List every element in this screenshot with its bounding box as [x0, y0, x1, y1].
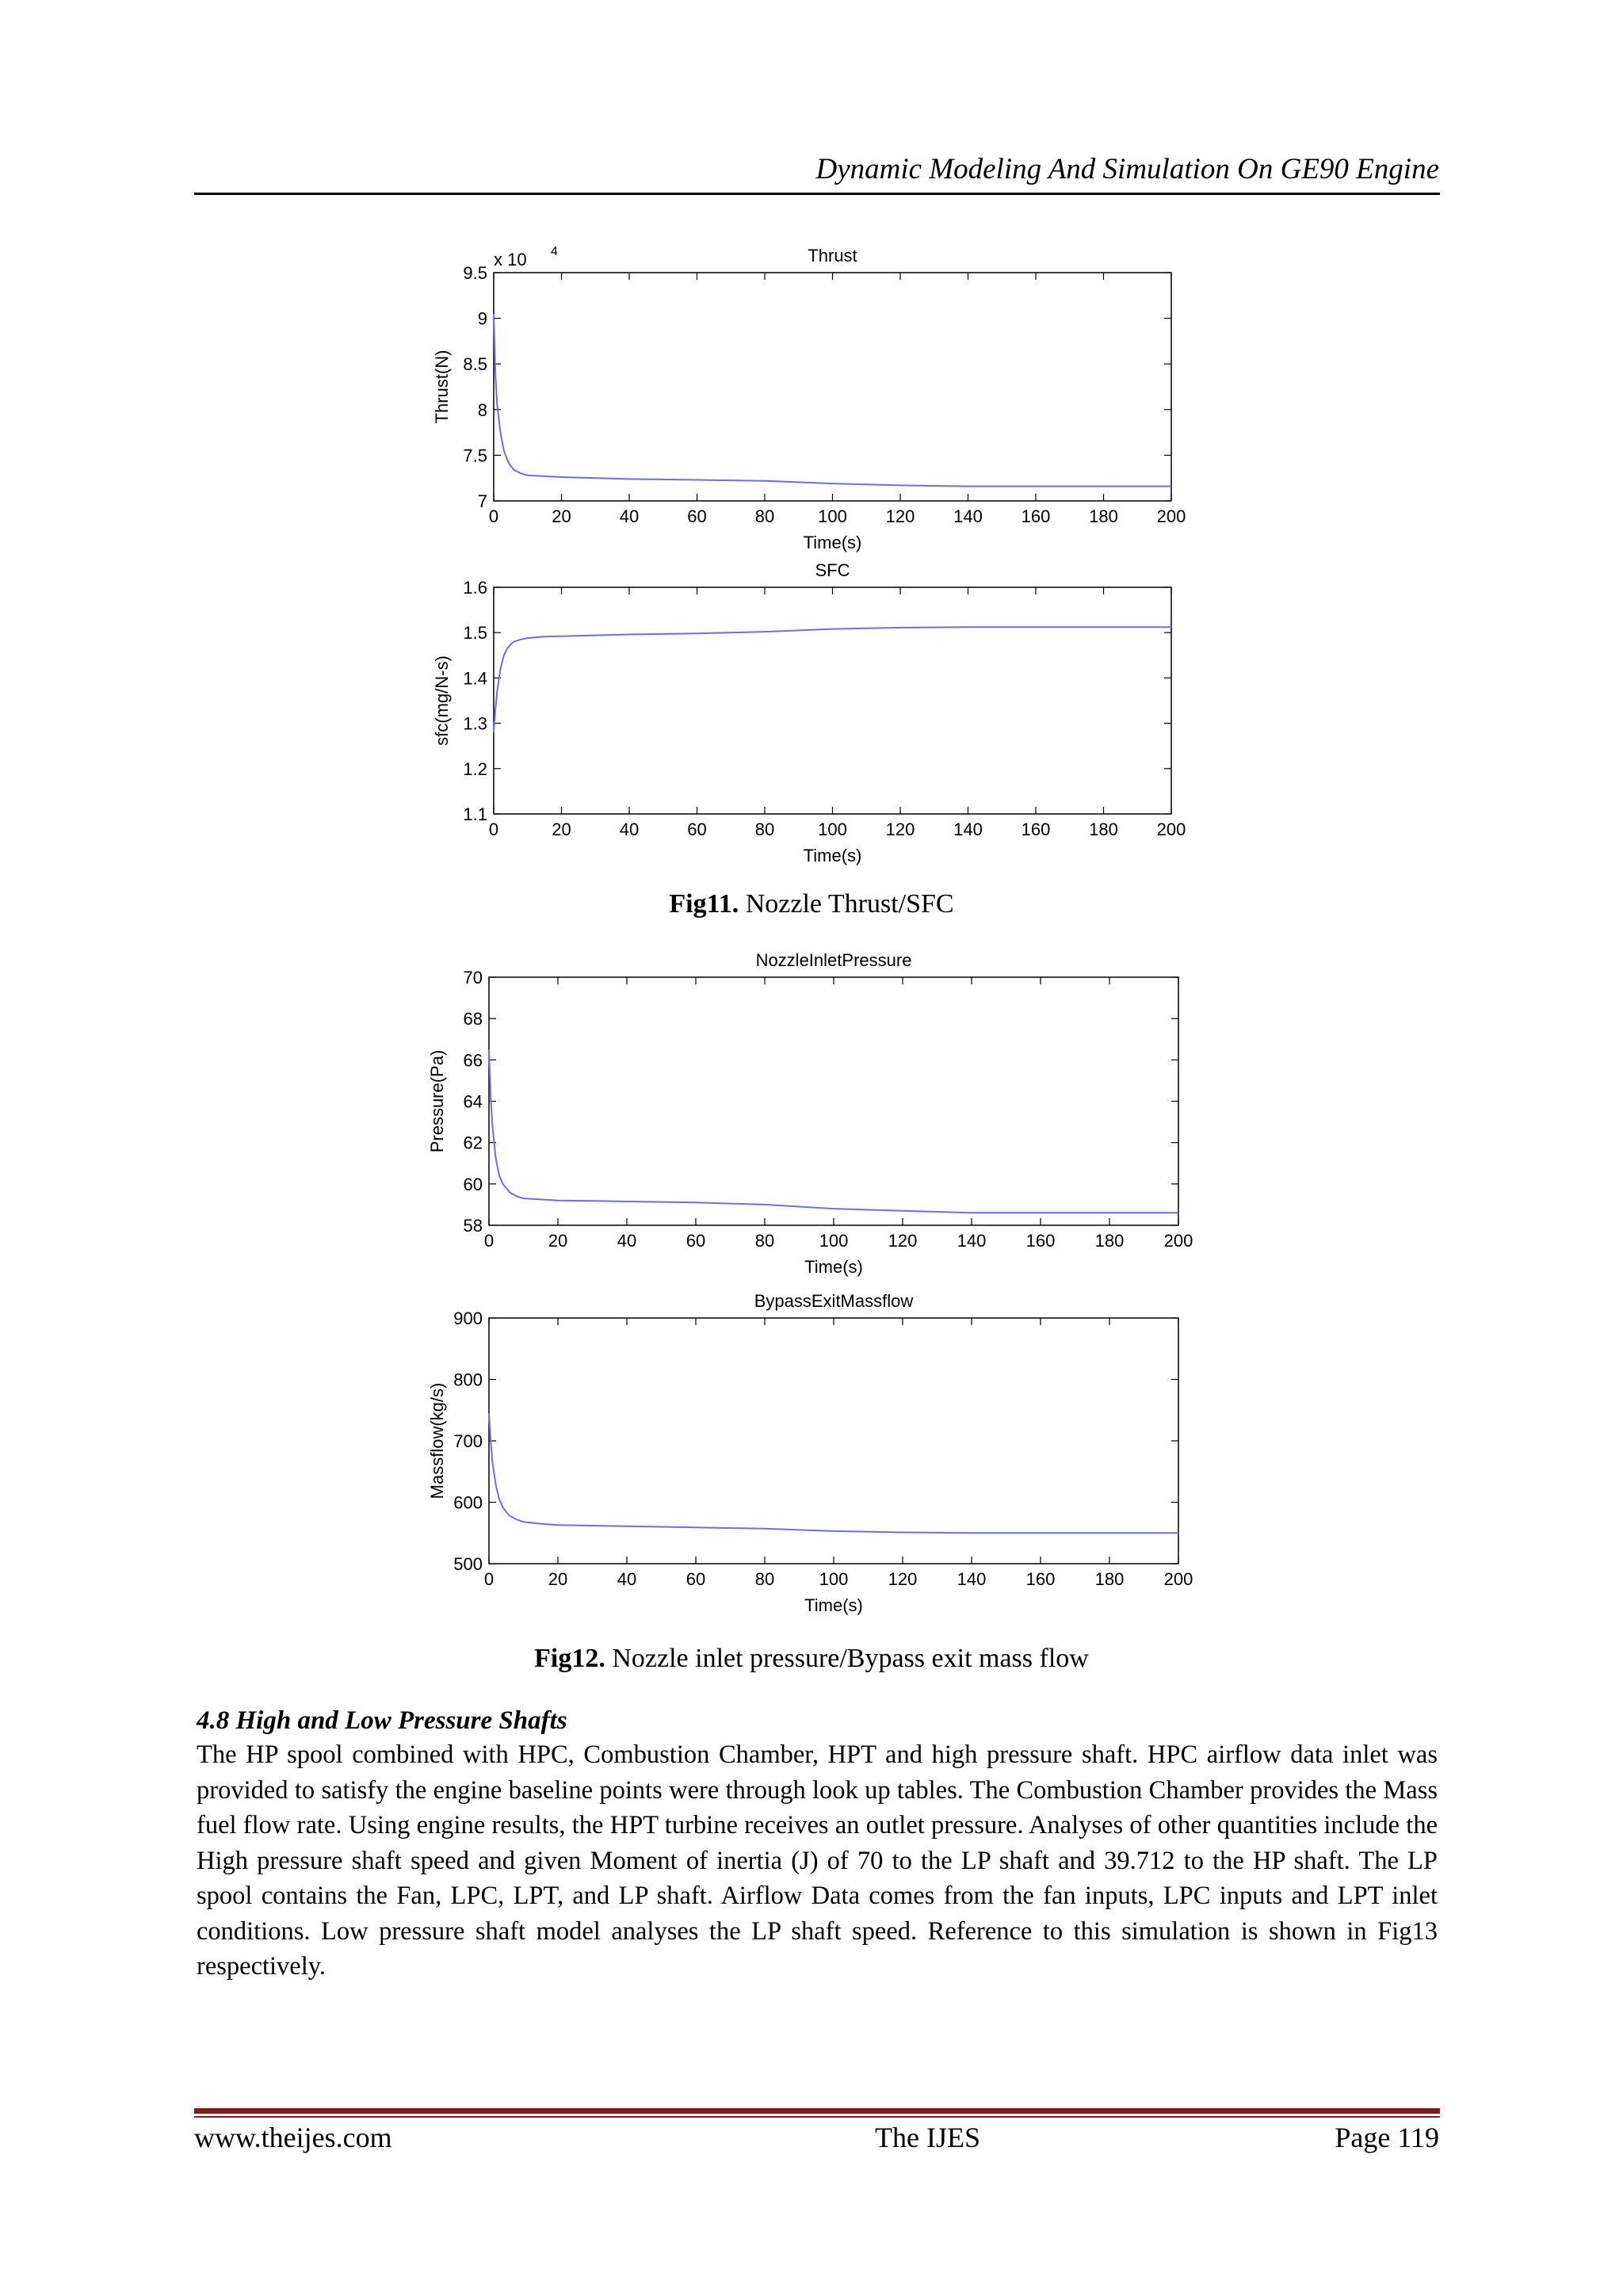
bypass-massflow-x-axis-label: Time(s) — [804, 1595, 863, 1615]
sfc-x-tick-label: 120 — [885, 819, 915, 839]
bypass-massflow-x-tick-label: 80 — [754, 1569, 775, 1589]
sfc-plot-frame — [494, 587, 1171, 814]
thrust-chart-title: Thrust — [808, 246, 857, 266]
thrust-exponent-power: 4 — [551, 245, 558, 258]
bypass-massflow-x-tick-label: 200 — [1163, 1569, 1193, 1589]
bypass-massflow-x-tick-label: 120 — [888, 1569, 918, 1589]
footer-page-number: Page 119 — [1335, 2122, 1439, 2153]
bypass-massflow-x-tick-label: 20 — [548, 1569, 568, 1589]
sfc-y-axis-label: sfc(mg/N-s) — [432, 655, 452, 746]
nozzle-pressure-y-tick-label: 62 — [463, 1133, 483, 1153]
bypass-massflow-series-line — [489, 1413, 1178, 1533]
bypass-massflow-x-tick-label: 180 — [1094, 1569, 1125, 1589]
sfc-x-tick-label: 60 — [687, 819, 707, 839]
bypass-massflow-x-tick-label: 100 — [819, 1569, 849, 1589]
nozzle-pressure-y-tick-label: 68 — [463, 1009, 483, 1030]
sfc-y-tick-label: 1.5 — [463, 623, 487, 644]
nozzle-pressure-x-tick-label: 40 — [617, 1231, 637, 1251]
sfc-y-tick-label: 1.6 — [463, 578, 487, 598]
thrust-y-tick-label: 9.5 — [463, 263, 487, 283]
thrust-x-tick-label: 20 — [552, 506, 571, 526]
sfc-x-tick-label: 160 — [1021, 819, 1051, 839]
thrust-y-tick-label: 7.5 — [463, 445, 487, 466]
sfc-x-tick-label: 80 — [754, 819, 775, 839]
bypass-massflow-y-tick-label: 700 — [453, 1431, 483, 1451]
bypass-massflow-plot-frame — [489, 1318, 1178, 1564]
bypass-massflow-y-tick-label: 600 — [453, 1492, 483, 1513]
thrust-x-tick-label: 60 — [687, 506, 707, 526]
thrust-x-tick-label: 80 — [754, 506, 775, 526]
sfc-x-tick-label: 180 — [1089, 819, 1118, 839]
thrust-x-tick-label: 0 — [488, 506, 499, 526]
sfc-y-tick-label: 1.4 — [463, 668, 487, 689]
footer-rule — [194, 2108, 1440, 2114]
fig12-caption — [0, 1644, 1623, 1674]
sfc-series-line — [494, 627, 1171, 732]
nozzle-pressure-x-tick-label: 80 — [754, 1231, 775, 1251]
nozzle-pressure-chart-title: NozzleInletPressure — [755, 950, 912, 970]
nozzle-pressure-y-tick-label: 66 — [463, 1050, 483, 1071]
bypass-massflow-y-tick-label: 500 — [453, 1554, 483, 1574]
footer-website: www.theijes.com — [194, 2122, 392, 2153]
nozzle-pressure-y-axis-label: Pressure(Pa) — [427, 1049, 447, 1153]
nozzle-pressure-y-tick-label: 60 — [463, 1174, 483, 1194]
bypass-massflow-x-tick-label: 40 — [617, 1569, 637, 1589]
nozzle-pressure-y-tick-label: 64 — [463, 1091, 483, 1112]
nozzle-pressure-y-tick-label: 70 — [463, 968, 483, 988]
nozzle-pressure-x-axis-label: Time(s) — [804, 1257, 863, 1277]
thrust-y-axis-label: Thrust(N) — [432, 350, 452, 424]
fig11-caption — [0, 889, 1623, 919]
thrust-exponent-label: x 10 — [494, 250, 527, 269]
bypass-massflow-x-tick-label: 140 — [957, 1569, 987, 1589]
sfc-y-tick-label: 1.2 — [463, 758, 487, 779]
fig12-label: Fig12. — [534, 1644, 605, 1673]
sfc-x-tick-label: 0 — [488, 819, 499, 839]
thrust-x-tick-label: 100 — [818, 506, 847, 526]
sfc-y-tick-label: 1.3 — [463, 713, 487, 734]
nozzle-pressure-x-tick-label: 160 — [1025, 1231, 1056, 1251]
thrust-x-axis-label: Time(s) — [803, 533, 862, 552]
nozzle-pressure-x-tick-label: 100 — [819, 1231, 849, 1251]
footer-journal: The IJES — [875, 2122, 980, 2153]
thrust-x-tick-label: 140 — [953, 506, 983, 526]
bypass-massflow-y-tick-label: 800 — [453, 1370, 483, 1390]
nozzle-pressure-x-tick-label: 20 — [548, 1231, 568, 1251]
thrust-x-tick-label: 180 — [1089, 506, 1118, 526]
nozzle-pressure-x-tick-label: 180 — [1094, 1231, 1125, 1251]
sfc-x-tick-label: 40 — [619, 819, 640, 839]
sfc-x-axis-label: Time(s) — [803, 846, 862, 865]
running-header-title: Dynamic Modeling And Simulation On GE90 Engine — [815, 153, 1439, 185]
thrust-y-tick-label: 8.5 — [463, 354, 487, 375]
fig12-text: Nozzle inlet pressure/Bypass exit mass flow — [612, 1644, 1089, 1673]
thrust-x-tick-label: 160 — [1021, 506, 1051, 526]
sfc-y-tick-label: 1.1 — [463, 804, 487, 824]
sfc-chart-title: SFC — [815, 560, 850, 580]
thrust-series-line — [494, 314, 1171, 487]
bypass-massflow-x-tick-label: 160 — [1025, 1569, 1056, 1589]
bypass-massflow-x-tick-label: 0 — [483, 1569, 495, 1589]
bypass-massflow-chart-title: BypassExitMassflow — [754, 1291, 914, 1311]
thrust-y-tick-label: 8 — [477, 399, 487, 420]
section-body: The HP spool combined with HPC, Combustion Chamber, HPT and high pressure shaft. HPC airflow data inlet was provided to satisfy the engine baseline points were through look up tables. The Combustion Chamber provides the Mass fuel flow rate. Using engine results, the HPT turbine receives an outlet pressure. Analyses of other quantities include the High pressure shaft speed and given Moment of inertia (J) of 70 to the LP shaft and 39.712 to the HP shaft. The LP spool contains the Fan, LPC, LPT, and LP shaft. Airflow Data comes from the fan inputs, LPC inputs and LPT inlet conditions. Low pressure shaft model analyses the LP shaft speed. Reference to this simulation is shown in Fig13 respectively. — [197, 1740, 1438, 1981]
sfc-x-tick-label: 20 — [552, 819, 571, 839]
bypass-massflow-y-axis-label: Massflow(kg/s) — [427, 1382, 447, 1499]
sfc-x-tick-label: 200 — [1156, 819, 1186, 839]
nozzle-pressure-x-tick-label: 200 — [1163, 1231, 1193, 1251]
thrust-plot-frame — [494, 273, 1171, 501]
bypass-massflow-x-tick-label: 60 — [685, 1569, 706, 1589]
sfc-x-tick-label: 140 — [953, 819, 983, 839]
thrust-y-tick-label: 9 — [477, 308, 487, 329]
nozzle-pressure-x-tick-label: 0 — [483, 1231, 495, 1251]
header-rule — [194, 193, 1440, 195]
thrust-x-tick-label: 200 — [1156, 506, 1186, 526]
nozzle-pressure-x-tick-label: 140 — [957, 1231, 987, 1251]
bypass-massflow-y-tick-label: 900 — [453, 1308, 483, 1328]
section-heading: 4.8 High and Low Pressure Shafts — [197, 1706, 567, 1735]
nozzle-pressure-plot-frame — [489, 977, 1178, 1225]
thrust-x-tick-label: 40 — [619, 506, 640, 526]
sfc-x-tick-label: 100 — [818, 819, 847, 839]
fig11-text: Nozzle Thrust/SFC — [745, 889, 954, 919]
footer-rule-thin — [194, 2116, 1440, 2118]
nozzle-pressure-series-line — [489, 1049, 1178, 1213]
nozzle-pressure-x-tick-label: 60 — [685, 1231, 706, 1251]
nozzle-pressure-y-tick-label: 58 — [463, 1216, 483, 1236]
nozzle-pressure-x-tick-label: 120 — [888, 1231, 918, 1251]
fig11-label: Fig11. — [669, 889, 739, 919]
thrust-x-tick-label: 120 — [885, 506, 915, 526]
thrust-y-tick-label: 7 — [477, 491, 487, 511]
